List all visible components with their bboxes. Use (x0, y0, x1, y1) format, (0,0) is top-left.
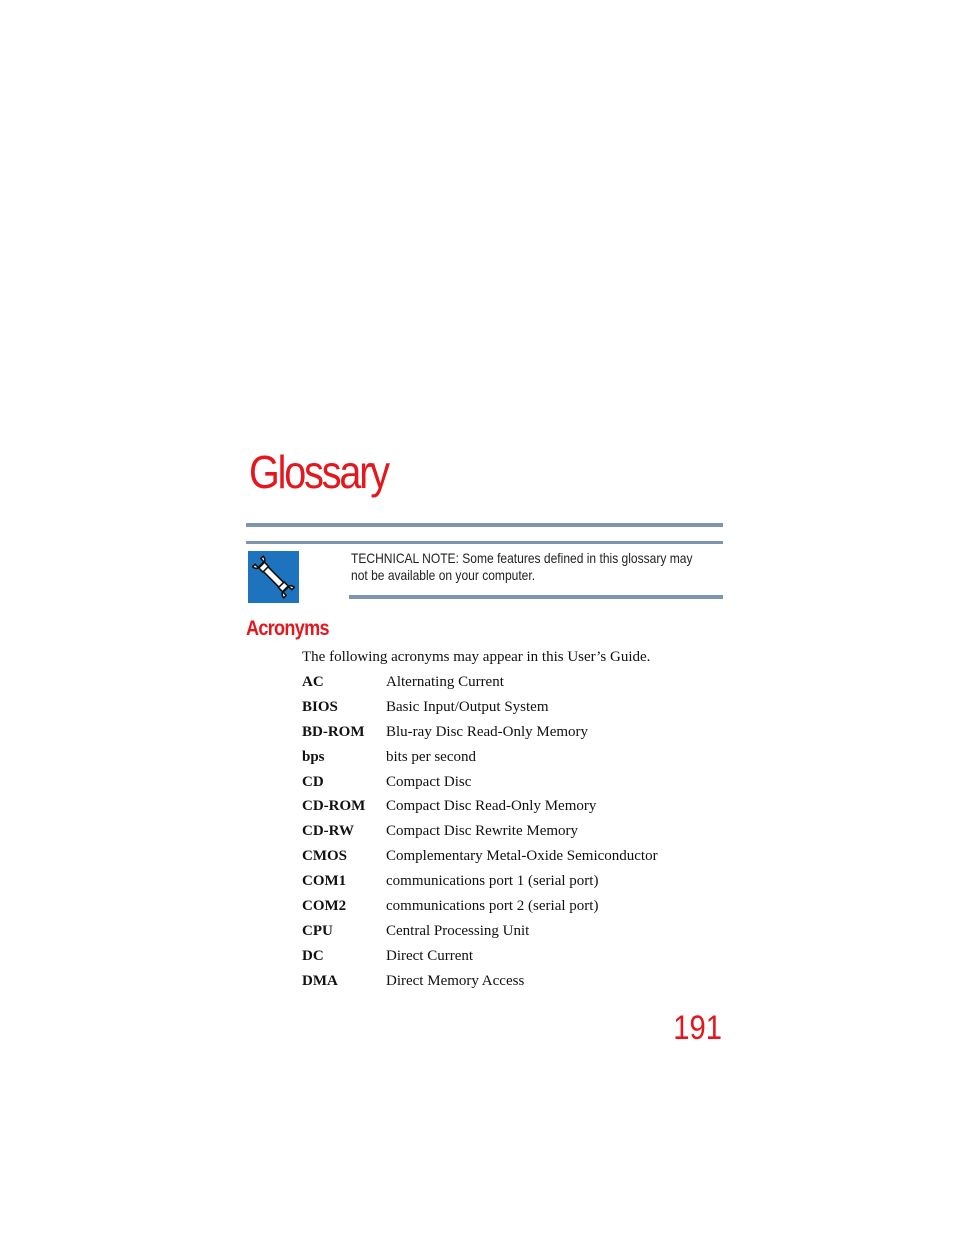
list-item (302, 722, 742, 747)
list-item (302, 772, 742, 797)
acronym-term: CMOS (302, 848, 347, 865)
acronym-term: DMA (302, 972, 338, 989)
page-number: 191 (673, 1009, 722, 1047)
acronym-list (302, 672, 742, 996)
acronym-definition: bits per second (386, 748, 476, 765)
list-item (302, 747, 742, 772)
acronym-term: AC (302, 674, 324, 690)
list-item (302, 821, 742, 846)
page-title: Glossary (249, 446, 388, 498)
list-item (302, 921, 742, 946)
list-item (302, 672, 742, 697)
list-item (302, 896, 742, 921)
acronym-term: CPU (302, 922, 333, 939)
wrench-icon (248, 551, 299, 603)
acronym-definition: Direct Memory Access (386, 972, 525, 989)
acronym-definition: Compact Disc (386, 773, 472, 790)
list-item (302, 946, 742, 971)
acronym-definition: Compact Disc Read-Only Memory (386, 798, 597, 815)
list-item (302, 796, 742, 821)
acronym-term: BIOS (302, 698, 338, 715)
technical-note: TECHNICAL NOTE: Some features defined in this glossary may not be available on your computer. (351, 550, 693, 583)
acronym-definition: Central Processing Unit (386, 922, 530, 939)
acronym-term: DC (302, 947, 324, 964)
intro-text: The following acronyms may appear in this User’s Guide. (302, 649, 651, 665)
acronym-term: COM2 (302, 898, 347, 915)
list-item (302, 846, 742, 871)
list-item (302, 871, 742, 896)
acronym-term: BD-ROM (302, 723, 365, 740)
note-divider-bottom (349, 595, 723, 599)
acronym-definition: Blu-ray Disc Read-Only Memory (386, 723, 589, 740)
list-item (302, 971, 742, 996)
acronym-definition: Compact Disc Rewrite Memory (386, 823, 579, 840)
acronym-definition: Alternating Current (386, 674, 504, 690)
acronym-definition: Basic Input/Output System (386, 698, 549, 715)
acronym-term: COM1 (302, 873, 347, 890)
acronym-term: CD (302, 773, 324, 790)
note-divider-top (246, 541, 723, 544)
acronym-definition: Complementary Metal-Oxide Semiconductor (386, 848, 658, 865)
acronym-definition: communications port 1 (serial port) (386, 873, 599, 890)
acronym-term: CD-ROM (302, 798, 366, 815)
title-divider (246, 523, 723, 527)
acronym-term: bps (302, 748, 325, 765)
acronym-definition: communications port 2 (serial port) (386, 898, 599, 915)
acronym-definition: Direct Current (386, 947, 474, 964)
section-heading: Acronyms (246, 617, 329, 640)
list-item (302, 697, 742, 722)
acronym-term: CD-RW (302, 823, 354, 840)
